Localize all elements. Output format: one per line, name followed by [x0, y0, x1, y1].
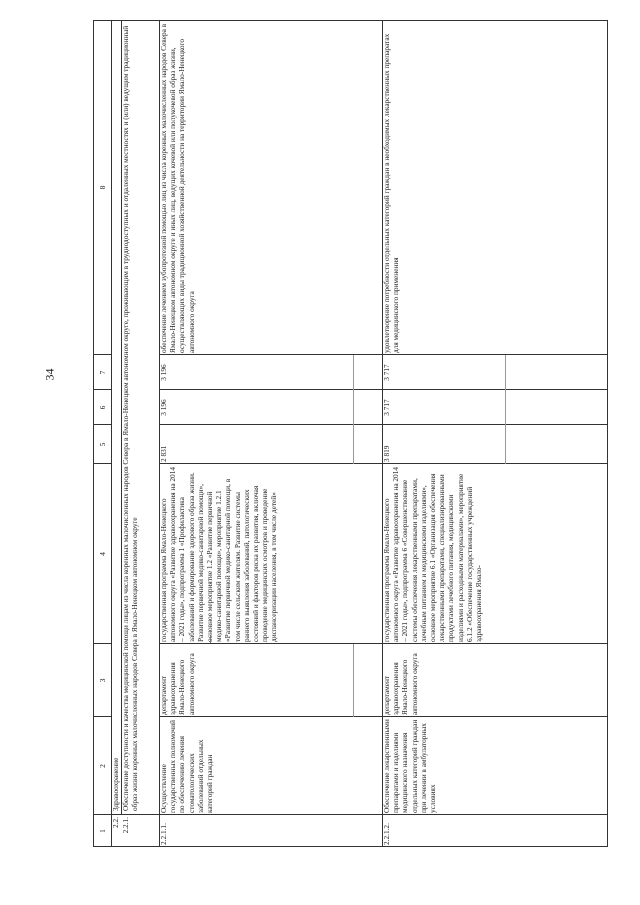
header-col-7: 7 — [98, 370, 107, 375]
row-2-value-col6: 3 717 — [382, 399, 391, 416]
section-2-2-number: 2.2. — [111, 817, 120, 828]
row-1-value-col5: 2 831 — [159, 445, 168, 462]
header-col-6: 6 — [98, 405, 107, 410]
row-2-result: удовлетворение потребности отдельных категорий граждан в необходимых лекарственных препаратах для медицинского применения — [382, 33, 401, 353]
row-1-value-col7: 3 196 — [159, 364, 168, 381]
row-2-value-col7: 3 717 — [382, 364, 391, 381]
guide-rule-row2-values — [505, 355, 506, 464]
row-2-executor: департамент здравоохранения Ямало-Ненецкого автономного округа — [382, 653, 419, 715]
page-number: 34 — [42, 368, 57, 381]
row-2-program: государственная программа Ямало-Ненецкого автономного округа «Развитие здравоохранения на 2014 – 2021 годы», подпрограмма 6 «Совершенствование системы обеспечения лекарственными препаратами, лечебным питанием и медицинскими изделиями», основное мероприятие 6.1 «Организация обеспечения лекарственными препаратами, специализированными продуктами лечебного питания, медицинскими изделиями и расходными материалами», мероприятие 6.1.2 «Обеспечение государственных учреждений здравоохранения Ямало- — [382, 467, 484, 642]
col-rule-2-head — [93, 716, 111, 717]
program-table — [93, 20, 608, 847]
header-col-5: 5 — [98, 442, 107, 447]
row-1-value-col6: 3 196 — [159, 399, 168, 416]
section-2-2-1-number: 2.2.1. — [121, 817, 130, 834]
col-rule-5-head — [93, 424, 111, 425]
guide-rule-row1-exec — [353, 644, 354, 717]
row-2-value-col5: 3 819 — [382, 445, 391, 462]
header-col-1: 1 — [98, 829, 107, 833]
header-col-3: 3 — [98, 678, 107, 683]
col-rule-3-head — [93, 643, 111, 644]
header-col-8: 8 — [98, 185, 107, 190]
row-1-measure: Осуществление государственных полномочий по обеспечению лечения стоматологических заболеваний отдельных категорий граждан — [159, 720, 215, 813]
row-1-program: государственная программа Ямало-Ненецкого автономного округа «Развитие здравоохранения на 2014 – 2021 годы», подпрограмма 1 «Профилактика заболеваний и формирование здорового образа жизни. Развитие первичной медико-санитарной помощи», основное мероприятие 1.2 «Развитие первичной медико-санитарной помощи», мероприятие 1.2.1 «Развитие первичной медико-санитарной помощи, в том числе сельским жителям. Развитие системы раннего выявления заболеваний, патологических состояний и факторов риска их развития, включая проведение медицинских осмотров и проведение диспансеризации населения, в том числе детей» — [159, 467, 279, 642]
col-rule-4-head — [93, 463, 111, 464]
row-2-number: 2.2.1.2. — [382, 823, 391, 845]
row-1-number: 2.2.1.1. — [159, 823, 168, 845]
guide-mark — [210, 635, 211, 643]
row-1-result: обеспечение лечением зубопротезной помощью лиц из числа коренных малочисленных народов Севера в Ямало-Ненецком автономном округе и иных лиц, ведущих кочевой или полукочевой образ жизни, осуществляющих виды традиционной хозяйственной деятельности на территории Ямало-Ненецкого автономного округа — [159, 23, 196, 353]
guide-rule-row1-values — [353, 355, 354, 464]
col-rule-6-head — [93, 389, 111, 390]
section-2-2-1-title: Обеспечение доступности и качества медицинской помощи лицам из числа коренных малочисленных народов Севера в Ямало-Ненецком автономном округе, проживающим в труднодоступных и отдаленных местностях и (или) ведущим традиционный образ жизни коренных малочисленных народов Севера в Ямало-Ненецком автономном округе — [121, 25, 140, 811]
row-1-executor: департамент здравоохранения Ямало-Ненецкого автономного округа — [159, 653, 196, 715]
row-2-measure: Обеспечение лекарственными препаратами и изделиями медицинского назначения отдельных категорий граждан при лечении в амбулаторных условиях — [382, 719, 438, 813]
section-2-2-title: Здравоохранение — [111, 757, 120, 811]
col-rule-7-head — [93, 354, 111, 355]
header-col-4: 4 — [98, 552, 107, 556]
header-col-2: 2 — [98, 764, 107, 768]
